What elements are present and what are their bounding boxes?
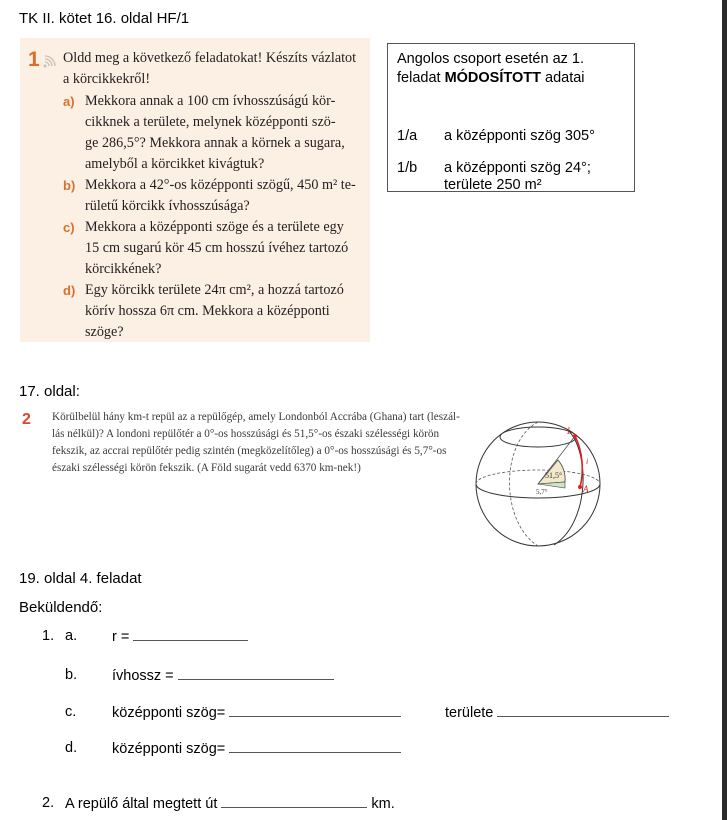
modified-data-box xyxy=(387,43,635,192)
row-1a-label: 1/a xyxy=(397,128,418,144)
answer-a-label: a. xyxy=(65,628,78,644)
answer-b-label: b. xyxy=(65,667,78,683)
answer-b-blank[interactable] xyxy=(178,667,334,680)
row-1a-text: a középponti szög 305° xyxy=(444,128,595,144)
label-A: A xyxy=(583,484,589,494)
latitude-circle xyxy=(500,427,576,447)
answer-c-area-field[interactable]: területe xyxy=(445,704,669,721)
box-line-1: Angolos csoport esetén az 1. xyxy=(397,51,585,67)
audio-icon xyxy=(43,54,57,68)
answer-c-label: c. xyxy=(65,704,77,720)
document-title: TK II. kötet 16. oldal HF/1 xyxy=(19,10,190,27)
answer-2-number: 2. xyxy=(42,795,55,811)
angle-label-5-7: 5,7° xyxy=(536,488,548,496)
label-L: L xyxy=(567,426,573,436)
task2-line: északi szélességi körön fekszik. (A Föld sugarát vedd 6370 km-nek!) xyxy=(52,462,361,474)
part-a-line: ge 286,5°? Mekkora annak a körnek a sugara, xyxy=(85,135,345,151)
answer-c-field[interactable]: középponti szög= xyxy=(112,704,401,721)
globe-figure xyxy=(470,412,610,552)
part-b-label: b) xyxy=(63,178,76,193)
task2-number: 2 xyxy=(22,411,31,428)
meridian-back xyxy=(510,422,539,546)
task2-line: Körülbelül hány km-t repül az a repülőgép, amely Londonból Accrába (Ghana) tart (leszál- xyxy=(52,411,460,423)
answer-2-field[interactable]: A repülő által megtett út km. xyxy=(65,796,395,812)
part-d-line: szöge? xyxy=(85,324,124,340)
answer-b-field[interactable]: ívhossz = xyxy=(112,667,334,684)
task2-line: fekszik, az accrai repülőtér pedig szintén (megközelítőleg) a 0°-os hosszúsági és 5,7°-os xyxy=(52,445,447,457)
point-A xyxy=(578,485,582,489)
task1-number: 1 xyxy=(28,48,40,71)
task1-excerpt xyxy=(20,38,370,342)
row-1b-label: 1/b xyxy=(397,160,418,176)
part-c-line: Mekkora a középponti szöge és a területe egy xyxy=(85,219,344,235)
part-c-line: 15 cm sugarú kör 45 cm hosszú ívéhez tartozó xyxy=(85,240,349,256)
part-a-line: Mekkora annak a 100 cm ívhosszúságú kör- xyxy=(85,93,336,109)
label-i: i xyxy=(586,457,589,466)
answer-2-blank[interactable] xyxy=(221,795,367,808)
answer-c-angle-blank[interactable] xyxy=(229,704,401,717)
part-a-line: cikknek a területe, melynek középponti szö- xyxy=(85,114,336,130)
row-1b-text2: területe 250 m² xyxy=(444,177,542,192)
row-1b-text: a középponti szög 24°; xyxy=(444,160,591,176)
part-b-line: rületű körcikk ívhosszúsága? xyxy=(85,198,250,214)
part-c-line: körcikkének? xyxy=(85,261,162,277)
submit-heading: Beküldendő: xyxy=(19,599,103,616)
part-b-line: Mekkora a 42°-os középponti szögű, 450 m² te- xyxy=(85,177,356,193)
task2-line: lás nélkül)? A londoni repülőtér a 0°-os hosszúsági és 51,5°-os északi szélességi körön xyxy=(52,428,440,440)
arc-i xyxy=(575,436,582,487)
page17-heading: 17. oldal: xyxy=(19,383,80,400)
task1-intro-line: a körcikkekről! xyxy=(63,71,151,87)
answer-1-number: 1. xyxy=(42,628,55,644)
box-line-2: feladat MÓDOSÍTOTT adatai xyxy=(397,70,585,86)
scrollbar[interactable] xyxy=(722,0,727,820)
point-L xyxy=(573,434,577,438)
answer-a-blank[interactable] xyxy=(133,628,248,641)
modified-emphasis: MÓDOSÍTOTT xyxy=(444,70,541,86)
page19-heading: 19. oldal 4. feladat xyxy=(19,570,142,587)
answer-d-field[interactable]: középponti szög= xyxy=(112,740,401,757)
task1-intro-line: Oldd meg a következő feladatokat! Készíts vázlatot xyxy=(63,50,357,66)
answer-d-label: d. xyxy=(65,740,78,756)
answer-d-blank[interactable] xyxy=(229,740,401,753)
part-a-label: a) xyxy=(63,94,75,109)
part-a-line: amelyből a körcikket kivágtuk? xyxy=(85,156,265,172)
part-c-label: c) xyxy=(63,220,75,235)
part-d-line: körív hossza 6π cm. Mekkora a középponti xyxy=(85,303,330,319)
angle-label-51-5: 51,5° xyxy=(545,471,563,480)
part-d-line: Egy körcikk területe 24π cm², a hozzá tartozó xyxy=(85,282,344,298)
answer-c-area-blank[interactable] xyxy=(497,704,669,717)
part-d-label: d) xyxy=(63,283,76,298)
answer-a-field[interactable]: r = xyxy=(112,628,248,645)
